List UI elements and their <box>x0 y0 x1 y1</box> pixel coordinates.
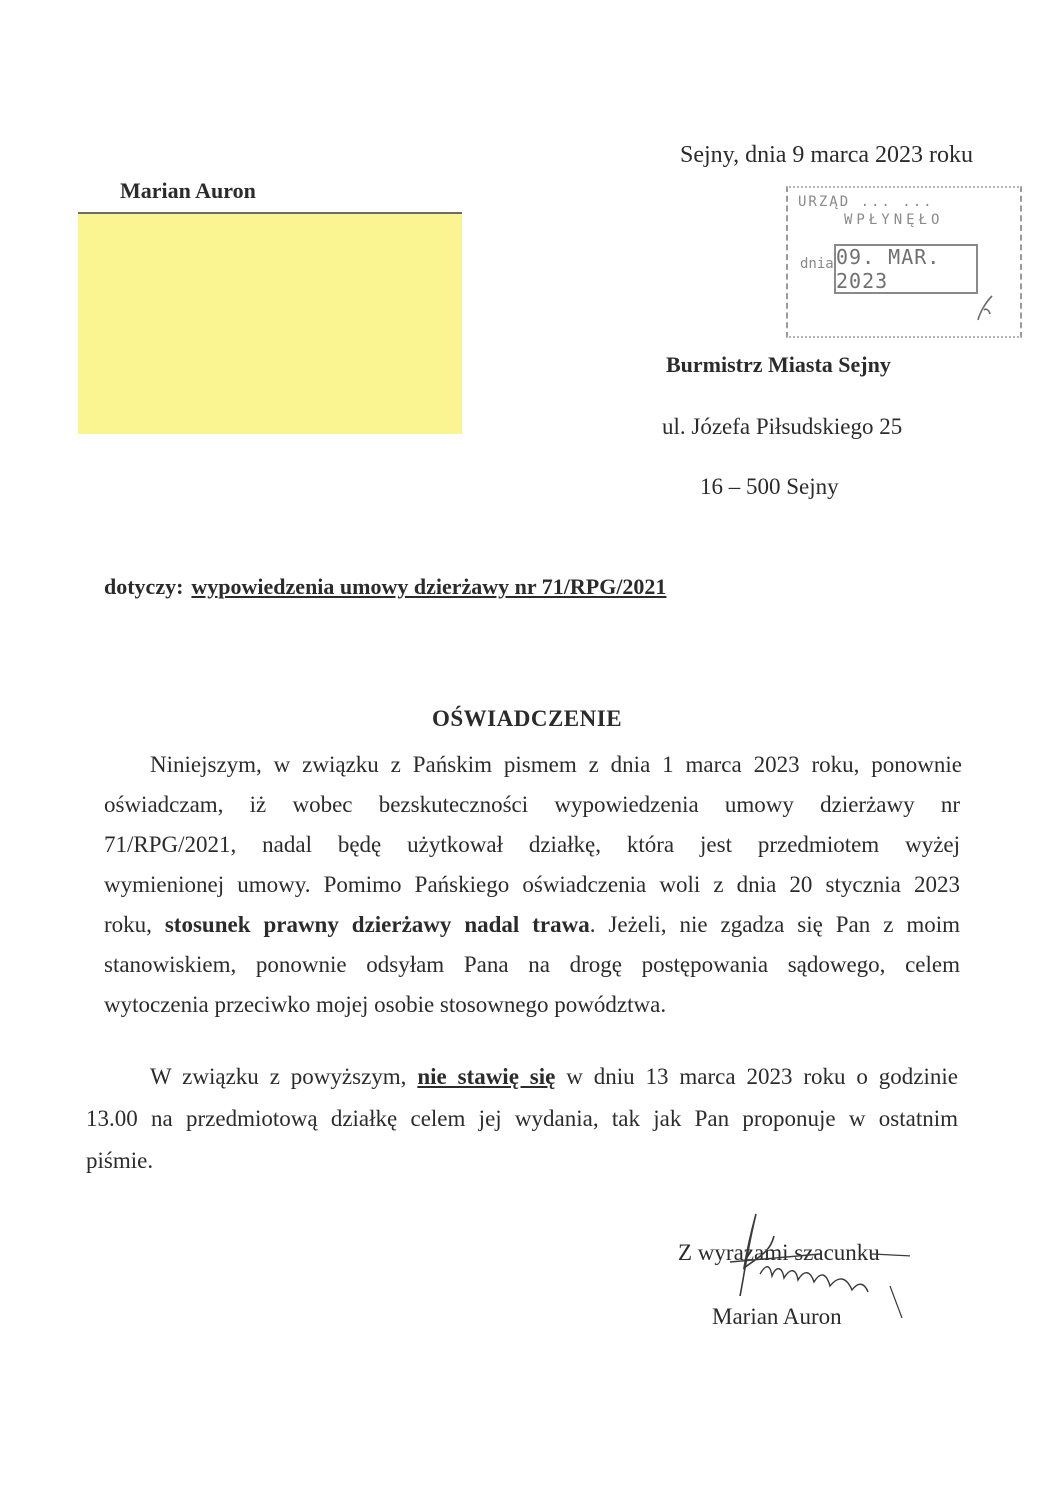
addressee-city: 16 – 500 Sejny <box>700 474 839 499</box>
addressee-name: Burmistrz Miasta Sejny <box>666 352 891 377</box>
paragraph-1-line-5: roku, stosunek prawny dzierżawy nadal trawa. Jeżeli, nie zgadza się Pan z moim <box>104 912 961 937</box>
document-title: OŚWIADCZENIE <box>432 706 623 731</box>
emphasis-not-appear: nie stawię się <box>417 1064 556 1089</box>
paragraph-1-line-7: wytoczenia przeciwko mojej osobie stosownego powództwa. <box>104 992 667 1017</box>
addressee-street: ul. Józefa Piłsudskiego 25 <box>662 414 903 439</box>
paragraph-2-line-1: W związku z powyższym, nie stawię się w dniu 13 marca 2023 roku o godzinie <box>150 1064 959 1089</box>
stamp-date-box <box>834 244 978 294</box>
subject-label: dotyczy: <box>104 574 184 599</box>
emphasis-relationship: stosunek prawny dzierżawy nadal trawa <box>164 912 590 937</box>
signer-name: Marian Auron <box>712 1304 842 1329</box>
received-stamp <box>786 186 1022 338</box>
sender-name: Marian Auron <box>120 178 256 203</box>
redacted-sender-address <box>78 214 462 434</box>
stamp-office-text: URZĄD ... ... <box>798 194 934 210</box>
paragraph-2-line-3: piśmie. <box>86 1148 154 1173</box>
place-date: Sejny, dnia 9 marca 2023 roku <box>680 142 974 168</box>
paragraph-1-line-6: stanowiskiem, ponownie odsyłam Pana na drogę postępowania sądowego, celem <box>104 952 960 977</box>
stamp-date-label: dnia <box>800 256 834 272</box>
paragraph-1-line-1: Niniejszym, w związku z Pańskim pismem z dnia 1 marca 2023 roku, ponownie <box>150 752 962 777</box>
stamp-initials-mark <box>974 294 996 322</box>
paragraph-1-line-2: oświadczam, iż wobec bezskuteczności wypowiedzenia umowy dzierżawy nr <box>104 792 960 817</box>
stamp-date-value: 09. MAR. 2023 <box>836 245 941 293</box>
subject-value: wypowiedzenia umowy dzierżawy nr 71/RPG/2021 <box>191 574 667 599</box>
paragraph-2-line-2: 13.00 na przedmiotową działkę celem jej wydania, tak jak Pan proponuje w ostatnim <box>86 1106 958 1131</box>
paragraph-1-line-4: wymienionej umowy. Pomimo Pańskiego oświadczenia woli z dnia 20 stycznia 2023 <box>104 872 960 897</box>
paragraph-1-line-3: 71/RPG/2021, nadal będę użytkował działkę, która jest przedmiotem wyżej <box>104 832 960 857</box>
subject-line <box>104 574 666 600</box>
stamp-received-text: WPŁYNĘŁO <box>844 212 944 228</box>
closing-greeting: Z wyrazami szacunku <box>678 1240 880 1265</box>
